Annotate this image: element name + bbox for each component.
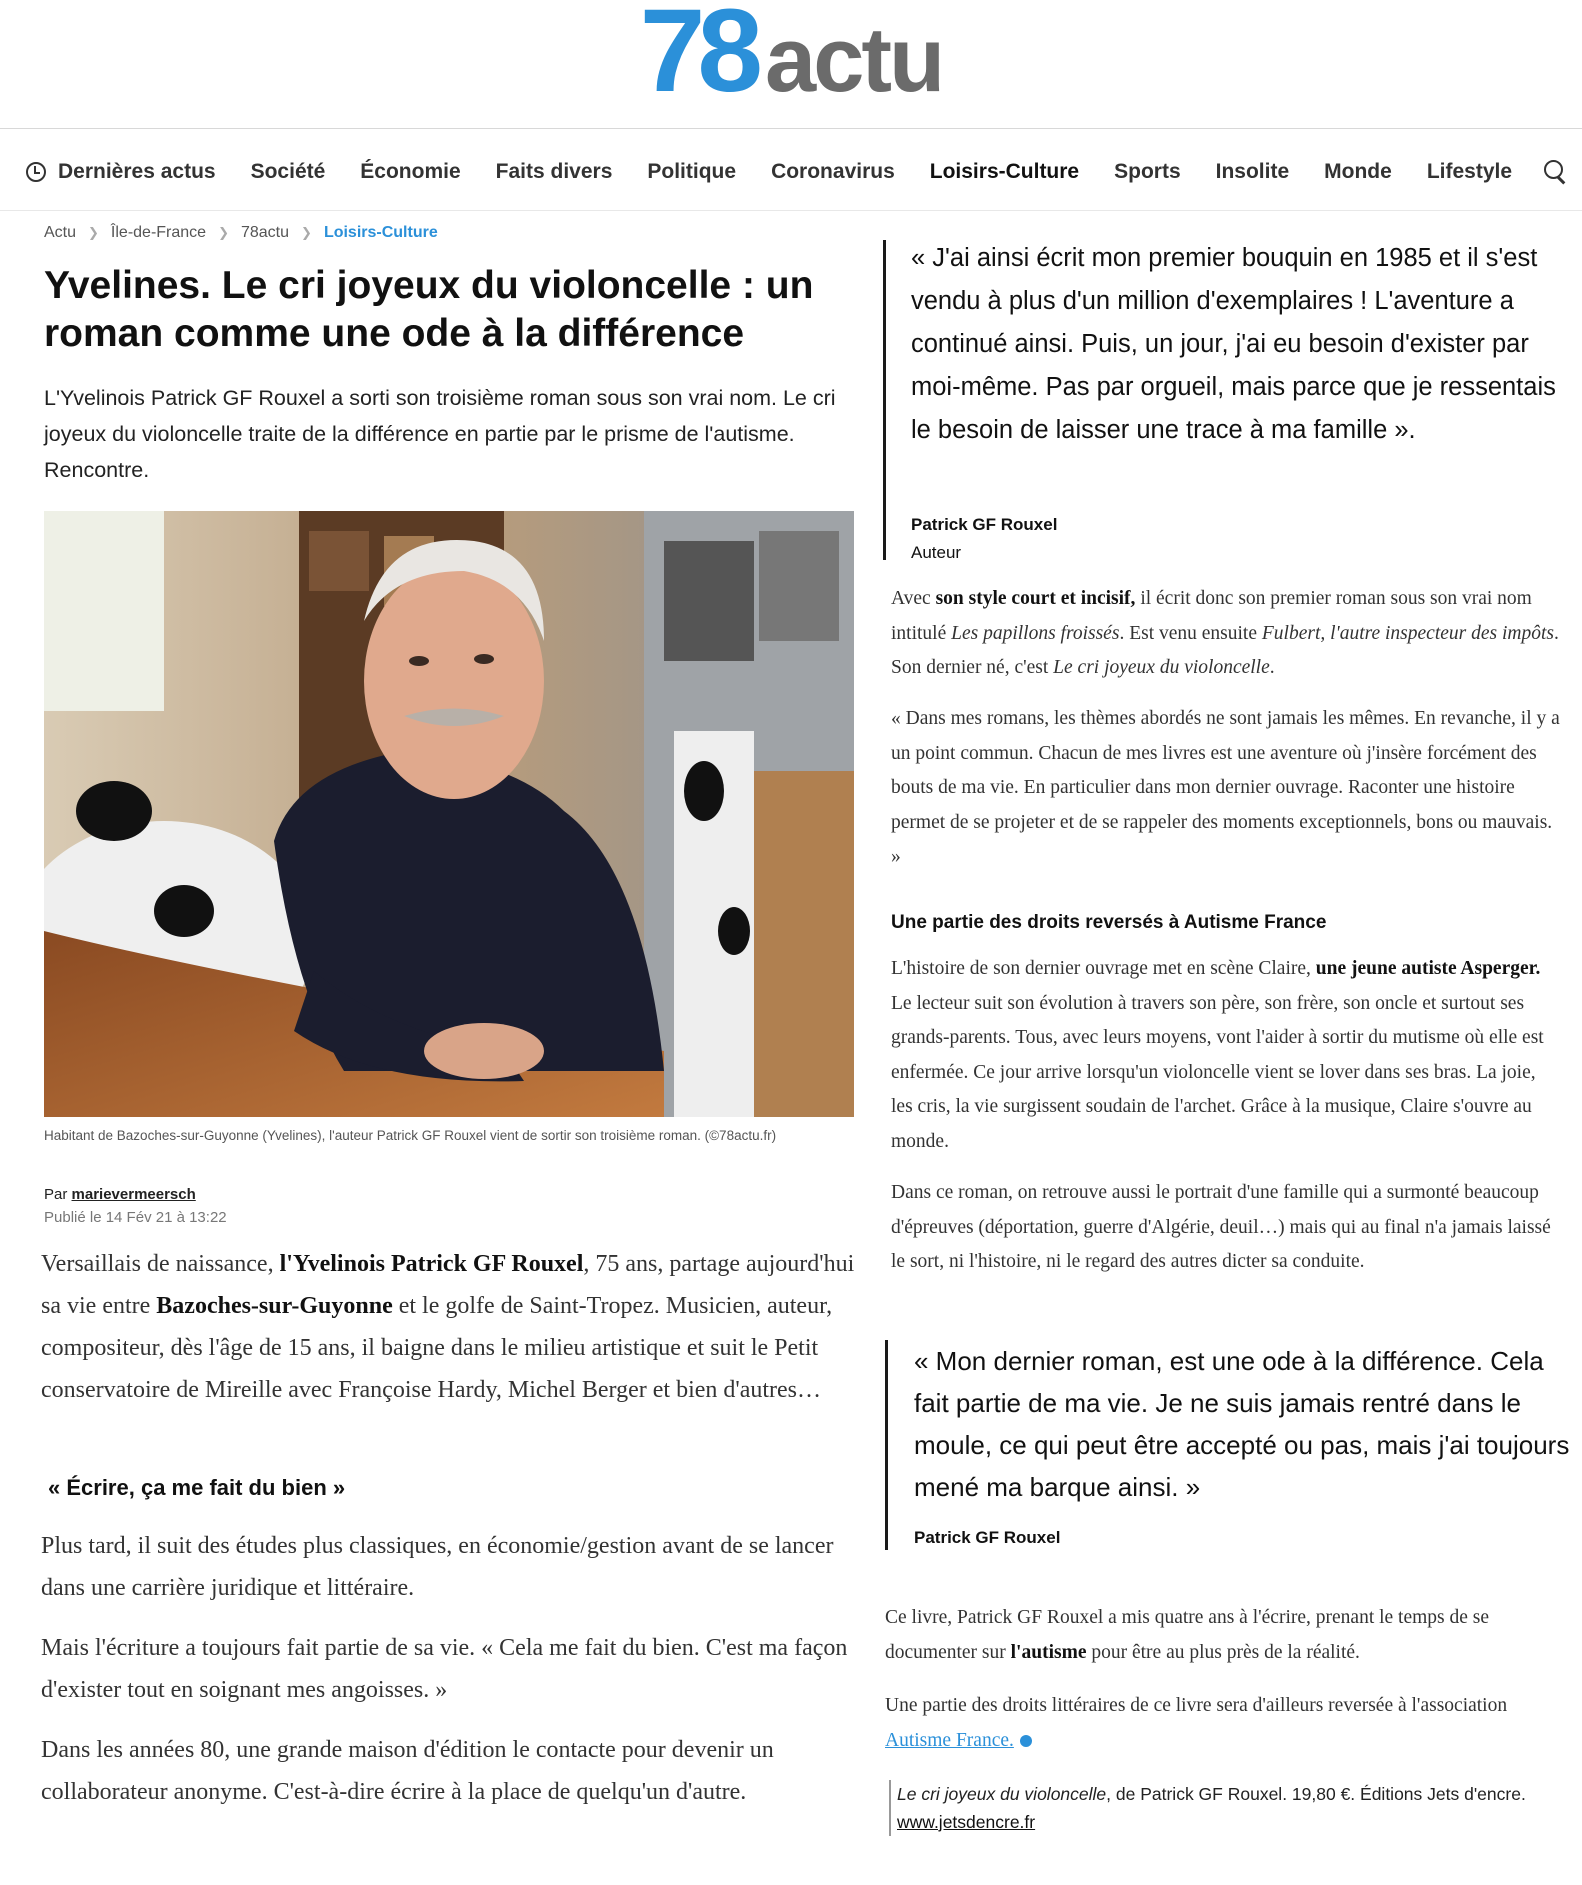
nav-item-monde[interactable]: Monde xyxy=(1324,160,1392,183)
photo-illustration xyxy=(44,511,854,1117)
publish-date: Publié le 14 Fév 21 à 13:22 xyxy=(44,1209,227,1226)
article-lead: L'Yvelinois Patrick GF Rouxel a sorti son troisième roman sous son vrai nom. Le cri joyeux du violoncelle traite de la différence en partie par le prisme de l'autisme. Rencontre. xyxy=(44,386,836,482)
publisher-link[interactable]: www.jetsdencre.fr xyxy=(897,1812,1036,1832)
breadcrumb xyxy=(44,224,438,242)
breadcrumb-78actu[interactable]: 78actu xyxy=(240,224,290,241)
breadcrumb-loisirs-culture[interactable]: Loisirs-Culture xyxy=(323,224,438,241)
nav-item-faits-divers[interactable]: Faits divers xyxy=(495,160,613,183)
nav-item-dernieres-actus[interactable] xyxy=(26,160,216,184)
nav-item-loisirs-culture[interactable]: Loisirs-Culture xyxy=(929,160,1080,183)
chevron-right-icon: ❯ xyxy=(88,225,99,240)
paragraph-themes: « Dans mes romans, les thèmes abordés ne sont jamais les mêmes. En revanche, il y a un point commun. Chacun de mes livres est une aventure où j'insère forcément des bouts de ma vie. En particulier dans mon dernier ouvrage. Raconter une histoire permet de se projeter et de se rappeler des moments exceptionnels, bons ou mauvais. » xyxy=(891,708,1560,867)
byline xyxy=(44,1186,196,1203)
nav-item-politique[interactable]: Politique xyxy=(647,160,737,183)
paragraph-annees-80: Dans les années 80, une grande maison d'édition le contacte pour devenir un collaborateur anonyme. C'est-à-dire écrire à la place de quelqu'un d'autre. xyxy=(41,1737,774,1805)
quote-premier-bouquin: « J'ai ainsi écrit mon premier bouquin en 1985 et il s'est vendu à plus d'un million d'exemplaires ! L'aventure a continué ainsi. Puis, un jour, j'ai eu besoin d'exister par moi-même. Pas par orgueil, mais parce que je ressentais le besoin de laisser une trace à ma famille ». xyxy=(911,244,1556,444)
article-photo xyxy=(44,511,854,1117)
nav-divider xyxy=(0,210,1582,211)
logo-word: actu xyxy=(765,9,943,111)
nav-item-economie[interactable]: Économie xyxy=(360,160,461,183)
breadcrumb-actu[interactable]: Actu xyxy=(44,224,77,241)
nav-item-sports[interactable]: Sports xyxy=(1114,160,1181,183)
chevron-right-icon: ❯ xyxy=(218,225,229,240)
section-heading-ecrire: « Écrire, ça me fait du bien » xyxy=(48,1475,346,1500)
byline-prefix: Par xyxy=(44,1186,72,1203)
breadcrumb-ile-de-france[interactable]: Île-de-France xyxy=(110,224,207,241)
article-title: Yvelines. Le cri joyeux du violoncelle : un roman comme une ode à la différence xyxy=(44,264,814,355)
nav-item-lifestyle[interactable]: Lifestyle xyxy=(1426,160,1513,183)
site-logo[interactable] xyxy=(0,0,1582,117)
clock-icon xyxy=(26,162,46,182)
book-bar xyxy=(889,1780,891,1836)
quote-bar xyxy=(883,240,886,560)
paragraph-famille: Dans ce roman, on retrouve aussi le portrait d'une famille qui a surmonté beaucoup d'épreuves (déportation, guerre d'Algérie, deuil…) mais qui au final n'a jamais laissé le sort, ni l'histoire, ni le regard des autres dicter sa conduite. xyxy=(891,1182,1551,1272)
paragraph-autisme-france: Une partie des droits littéraires de ce livre sera d'ailleurs reversée à l'association Autisme France. xyxy=(885,1695,1508,1751)
author-link[interactable]: marievermeersch xyxy=(71,1186,196,1203)
quote-author: Patrick GF Rouxel xyxy=(911,515,1058,534)
nav-item-coronavirus[interactable]: Coronavirus xyxy=(771,160,895,183)
paragraph-claire: L'histoire de son dernier ouvrage met en scène Claire, une jeune autiste Asperger. Le lecteur suit son évolution à travers son père, son frère, son oncle et surtout ses grands-parents. Tous, avec leurs moyens, vont l'aider à sortir du mutisme où elle est enfermée. Ce jour arrive lorsqu'un violoncelle vient se lover dans ses bras. La joie, les cris, la vie surgissent soudain de l'archet. Grâce à la musique, Claire s'ouvre au monde. xyxy=(891,958,1544,1152)
book-info xyxy=(897,1780,1577,1836)
chevron-right-icon: ❯ xyxy=(301,225,312,240)
paragraph-quatre-ans: Ce livre, Patrick GF Rouxel a mis quatre ans à l'écrire, prenant le temps de se documenter sur l'autisme pour être au plus près de la réalité. xyxy=(885,1607,1490,1663)
search-icon[interactable] xyxy=(1544,160,1566,182)
autisme-france-link[interactable]: Autisme France. xyxy=(885,1729,1014,1751)
quote-role: Auteur xyxy=(911,543,962,562)
book-title: Le cri joyeux du violoncelle xyxy=(897,1784,1107,1804)
nav-item-societe[interactable]: Société xyxy=(250,160,326,183)
quote-ode-difference: « Mon dernier roman, est une ode à la différence. Cela fait partie de ma vie. Je ne suis jamais rentré dans le moule, ce qui peut être accepté ou pas, mais j'ai toujours mené ma barque ainsi. » xyxy=(914,1346,1570,1502)
logo-number: 78 xyxy=(639,0,756,117)
paragraph-style: Avec son style court et incisif, il écrit donc son premier roman sous son vrai nom intitulé Les papillons froissés. Est venu ensuite Fulbert, l'autre inspecteur des impôts. Son dernier né, c'est Le cri joyeux du violoncelle. xyxy=(891,588,1559,678)
nav-item-insolite[interactable]: Insolite xyxy=(1215,160,1290,183)
section-heading-droits: Une partie des droits reversés à Autisme France xyxy=(891,912,1327,933)
book-details: , de Patrick GF Rouxel. 19,80 €. Éditions Jets d'encre. xyxy=(1106,1784,1526,1804)
quote-author: Patrick GF Rouxel xyxy=(914,1528,1061,1547)
end-dot-icon xyxy=(1020,1735,1032,1747)
quote-bar xyxy=(885,1340,888,1550)
photo-caption: Habitant de Bazoches-sur-Guyonne (Yvelines), l'auteur Patrick GF Rouxel vient de sortir son troisième roman. (©78actu.fr) xyxy=(44,1128,777,1143)
paragraph-etudes: Plus tard, il suit des études plus classiques, en économie/gestion avant de se lancer dans une carrière juridique et littéraire. xyxy=(41,1533,834,1601)
header-divider xyxy=(0,128,1582,129)
paragraph-ecriture: Mais l'écriture a toujours fait partie de sa vie. « Cela me fait du bien. C'est ma façon d'exister tout en soignant mes angoisses. » xyxy=(41,1635,848,1703)
paragraph-intro: Versaillais de naissance, l'Yvelinois Patrick GF Rouxel, 75 ans, partage aujourd'hui sa vie entre Bazoches-sur-Guyonne et le golfe de Saint-Tropez. Musicien, auteur, compositeur, dès l'âge de 15 ans, il baigne dans le milieu artistique et suit le Petit conservatoire de Mireille avec Françoise Hardy, Michel Berger et bien d'autres… xyxy=(41,1251,855,1403)
nav-label: Dernières actus xyxy=(58,160,216,183)
main-nav xyxy=(26,150,1566,194)
